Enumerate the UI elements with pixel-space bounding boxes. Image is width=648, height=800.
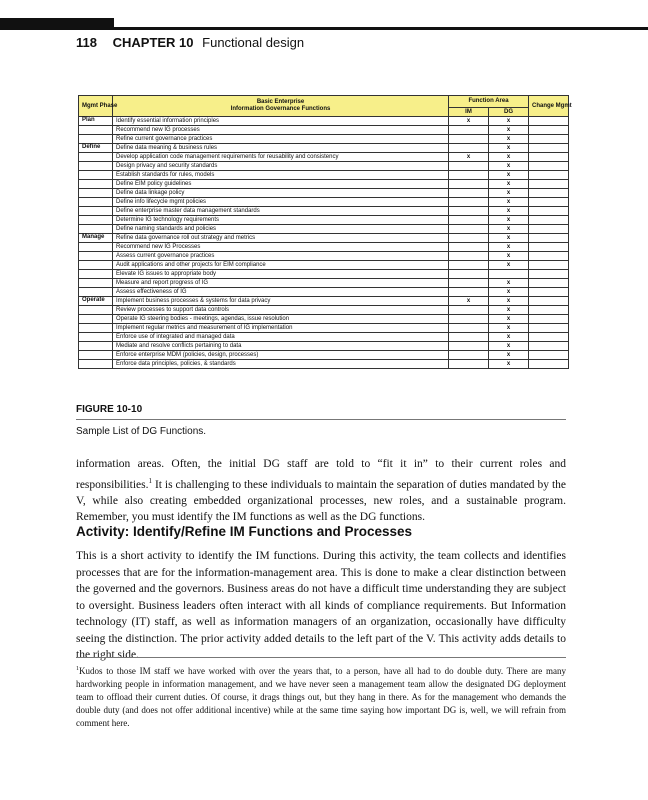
- dg-cell: x: [489, 306, 529, 315]
- function-cell: Define naming standards and policies: [113, 225, 449, 234]
- dg-cell: x: [489, 117, 529, 126]
- dg-cell: x: [489, 315, 529, 324]
- phase-cell: [79, 261, 113, 270]
- table-row: [79, 153, 569, 162]
- dg-cell: [489, 270, 529, 279]
- phase-cell: Operate: [79, 297, 113, 306]
- phase-cell: [79, 243, 113, 252]
- phase-cell: [79, 342, 113, 351]
- table-row: [79, 288, 569, 297]
- table-body: [79, 117, 569, 369]
- table-row: [79, 324, 569, 333]
- header-title-line1: Basic Enterprise: [256, 99, 305, 105]
- function-cell: Enforce enterprise MDM (policies, design, processes): [113, 351, 449, 360]
- change-cell: [529, 135, 569, 144]
- im-cell: [449, 288, 489, 297]
- phase-cell: [79, 162, 113, 171]
- phase-cell: [79, 360, 113, 369]
- table-row: [79, 270, 569, 279]
- dg-cell: x: [489, 207, 529, 216]
- change-cell: [529, 162, 569, 171]
- paragraph-2: This is a short activity to identify the IM functions. During this activity, the team collects and identifies processes that are for the information-management area. This is done to make a clear distinction between the governed and the governors. Business areas do not have a difficult time understanding they are subject to oversight. Business leaders often interact with all kinds of compliance requirements. But Information technology (IT) staff, as well as information managers of an organization, occasionally have difficulty seeing the distinction. The prior activity added details to the left part of the V. This activity adds details to the right side.: [76, 550, 566, 661]
- phase-cell: [79, 288, 113, 297]
- dg-cell: x: [489, 180, 529, 189]
- im-cell: [449, 342, 489, 351]
- im-cell: [449, 261, 489, 270]
- dg-cell: x: [489, 243, 529, 252]
- change-cell: [529, 234, 569, 243]
- chapter-title: Functional design: [202, 35, 305, 50]
- table-row: [79, 252, 569, 261]
- table-row: [79, 171, 569, 180]
- change-cell: [529, 324, 569, 333]
- table-row: [79, 225, 569, 234]
- phase-cell: [79, 216, 113, 225]
- figure-caption-block: [76, 404, 566, 437]
- paragraph-1-a: information areas. Often, the initial DG staff are told to “fit it in” to their current roles and responsibilities.: [76, 458, 566, 491]
- table-row: [79, 306, 569, 315]
- change-cell: [529, 252, 569, 261]
- function-cell: Measure and report progress of IG: [113, 279, 449, 288]
- dg-cell: x: [489, 126, 529, 135]
- change-cell: [529, 333, 569, 342]
- function-cell: Define info lifecycle mgmt policies: [113, 198, 449, 207]
- change-cell: [529, 351, 569, 360]
- table-row: [79, 207, 569, 216]
- im-cell: [449, 198, 489, 207]
- phase-cell: [79, 126, 113, 135]
- function-cell: Enforce use of integrated and managed data: [113, 333, 449, 342]
- change-cell: [529, 243, 569, 252]
- phase-cell: [79, 252, 113, 261]
- function-cell: Mediate and resolve conflicts pertaining to data: [113, 342, 449, 351]
- table-row: [79, 297, 569, 306]
- table-row: [79, 342, 569, 351]
- function-cell: Define EIM policy guidelines: [113, 180, 449, 189]
- change-cell: [529, 270, 569, 279]
- table-row: [79, 234, 569, 243]
- dg-cell: x: [489, 135, 529, 144]
- change-cell: [529, 225, 569, 234]
- phase-cell: Manage: [79, 234, 113, 243]
- header-title-line2: Information Governance Functions: [230, 106, 331, 112]
- phase-cell: Define: [79, 144, 113, 153]
- im-cell: [449, 315, 489, 324]
- im-cell: [449, 351, 489, 360]
- function-cell: Refine current governance practices: [113, 135, 449, 144]
- im-cell: [449, 135, 489, 144]
- table-row: [79, 261, 569, 270]
- im-cell: [449, 360, 489, 369]
- dg-cell: x: [489, 324, 529, 333]
- header-dg: DG: [489, 108, 529, 117]
- dg-cell: x: [489, 297, 529, 306]
- table-row: [79, 315, 569, 324]
- phase-cell: [79, 279, 113, 288]
- change-cell: [529, 315, 569, 324]
- dg-cell: x: [489, 360, 529, 369]
- footnote-marker: 1: [76, 666, 79, 672]
- change-cell: [529, 261, 569, 270]
- change-cell: [529, 342, 569, 351]
- dg-cell: x: [489, 216, 529, 225]
- table-row: [79, 126, 569, 135]
- function-cell: Define data linkage policy: [113, 189, 449, 198]
- header-title: [113, 96, 449, 117]
- table-row: [79, 135, 569, 144]
- table-row: [79, 351, 569, 360]
- im-cell: [449, 171, 489, 180]
- im-cell: [449, 144, 489, 153]
- im-cell: x: [449, 297, 489, 306]
- im-cell: [449, 207, 489, 216]
- change-cell: [529, 216, 569, 225]
- phase-cell: [79, 306, 113, 315]
- phase-cell: [79, 315, 113, 324]
- change-cell: [529, 288, 569, 297]
- dg-cell: x: [489, 261, 529, 270]
- table-row: [79, 180, 569, 189]
- dg-cell: x: [489, 225, 529, 234]
- change-cell: [529, 126, 569, 135]
- table-row: [79, 279, 569, 288]
- dg-cell: x: [489, 189, 529, 198]
- dg-cell: x: [489, 162, 529, 171]
- table-row: [79, 144, 569, 153]
- function-cell: Develop application code management requirements for reusability and consistency: [113, 153, 449, 162]
- table-row: [79, 243, 569, 252]
- function-cell: Define data meaning & business rules: [113, 144, 449, 153]
- dg-cell: x: [489, 333, 529, 342]
- im-cell: [449, 216, 489, 225]
- function-cell: Enforce data principles, policies, & standards: [113, 360, 449, 369]
- dg-cell: x: [489, 171, 529, 180]
- change-cell: [529, 153, 569, 162]
- phase-cell: [79, 198, 113, 207]
- function-cell: Operate IG steering bodies - meetings, agendas, issue resolution: [113, 315, 449, 324]
- table-row: [79, 360, 569, 369]
- function-cell: Establish standards for rules, models: [113, 171, 449, 180]
- running-head: [76, 35, 304, 50]
- dg-cell: x: [489, 288, 529, 297]
- function-cell: Determine IG technology requirements: [113, 216, 449, 225]
- phase-cell: Plan: [79, 117, 113, 126]
- header-function-area: Function Area: [449, 96, 529, 108]
- section-heading: Activity: Identify/Refine IM Functions and Processes: [76, 524, 413, 539]
- dg-cell: x: [489, 198, 529, 207]
- header-bar: [0, 18, 114, 30]
- table-row: [79, 162, 569, 171]
- change-cell: [529, 117, 569, 126]
- figure-rule: [76, 419, 566, 420]
- im-cell: [449, 234, 489, 243]
- function-cell: Recommend new IG processes: [113, 126, 449, 135]
- im-cell: x: [449, 117, 489, 126]
- dg-cell: x: [489, 279, 529, 288]
- change-cell: [529, 180, 569, 189]
- phase-cell: [79, 225, 113, 234]
- phase-cell: [79, 207, 113, 216]
- im-cell: [449, 306, 489, 315]
- change-cell: [529, 360, 569, 369]
- function-cell: Implement regular metrics and measurement of IG implementation: [113, 324, 449, 333]
- footnote-text: Kudos to those IM staff we have worked with over the years that, to a person, have all had to do double duty. There are many hardworking people in information management, and we have never seen a management team allow the designated DG deployment team to offload their current duties. Of course, it drags things out, but they hang in there. As for the management who demands the double duty (and does not offer additional incentive) while at the same time saying how important DG is, well, we will refrain from comment here.: [76, 666, 566, 728]
- table-row: [79, 198, 569, 207]
- phase-cell: [79, 135, 113, 144]
- header-rule: [114, 27, 648, 30]
- footnote: [76, 663, 566, 730]
- change-cell: [529, 306, 569, 315]
- page-number: 118: [76, 35, 97, 50]
- header-im: IM: [449, 108, 489, 117]
- dg-cell: x: [489, 342, 529, 351]
- im-cell: [449, 333, 489, 342]
- dg-functions-table: [78, 95, 572, 369]
- table-row: [79, 216, 569, 225]
- header-change-mgmt: Change Mgmt: [529, 96, 569, 117]
- change-cell: [529, 207, 569, 216]
- footnote-ref: 1: [148, 476, 153, 485]
- paragraph-1: [76, 456, 566, 526]
- function-cell: Elevate IG issues to appropriate body: [113, 270, 449, 279]
- function-cell: Design privacy and security standards: [113, 162, 449, 171]
- change-cell: [529, 189, 569, 198]
- function-cell: Define enterprise master data management standards: [113, 207, 449, 216]
- function-cell: Identify essential information principles: [113, 117, 449, 126]
- dg-cell: x: [489, 252, 529, 261]
- function-cell: Assess current governance practices: [113, 252, 449, 261]
- phase-cell: [79, 153, 113, 162]
- table-row: [79, 189, 569, 198]
- figure: [78, 95, 572, 369]
- table-row: [79, 333, 569, 342]
- im-cell: [449, 189, 489, 198]
- footnote-rule: [76, 657, 566, 658]
- phase-cell: [79, 270, 113, 279]
- im-cell: [449, 252, 489, 261]
- function-cell: Refine data governance roll out strategy and metrics: [113, 234, 449, 243]
- change-cell: [529, 297, 569, 306]
- function-cell: Implement business processes & systems for data privacy: [113, 297, 449, 306]
- paragraph-1-b: It is challenging to these individuals to maintain the separation of duties mandated by the V, while also creating embedded organizational processes, new roles, and a sustainable program. Remember, you must identify the IM functions as well as the DG functions.: [76, 478, 566, 524]
- function-cell: Audit applications and other projects for EIM compliance: [113, 261, 449, 270]
- function-cell: Review processes to support data controls: [113, 306, 449, 315]
- header-phase: Mgmt Phase: [79, 96, 113, 117]
- dg-cell: x: [489, 153, 529, 162]
- im-cell: [449, 126, 489, 135]
- phase-cell: [79, 171, 113, 180]
- im-cell: [449, 180, 489, 189]
- im-cell: [449, 279, 489, 288]
- im-cell: [449, 270, 489, 279]
- im-cell: x: [449, 153, 489, 162]
- phase-cell: [79, 351, 113, 360]
- im-cell: [449, 225, 489, 234]
- function-cell: Assess effectiveness of IG: [113, 288, 449, 297]
- function-cell: Recommend new IG Processes: [113, 243, 449, 252]
- dg-cell: x: [489, 144, 529, 153]
- table-row: [79, 117, 569, 126]
- change-cell: [529, 279, 569, 288]
- figure-label: FIGURE 10-10: [76, 404, 143, 415]
- phase-cell: [79, 333, 113, 342]
- phase-cell: [79, 180, 113, 189]
- im-cell: [449, 243, 489, 252]
- change-cell: [529, 198, 569, 207]
- dg-cell: x: [489, 234, 529, 243]
- dg-cell: x: [489, 351, 529, 360]
- im-cell: [449, 162, 489, 171]
- chapter-label: CHAPTER 10: [112, 35, 194, 50]
- phase-cell: [79, 324, 113, 333]
- figure-caption: Sample List of DG Functions.: [76, 426, 207, 437]
- change-cell: [529, 171, 569, 180]
- im-cell: [449, 324, 489, 333]
- change-cell: [529, 144, 569, 153]
- phase-cell: [79, 189, 113, 198]
